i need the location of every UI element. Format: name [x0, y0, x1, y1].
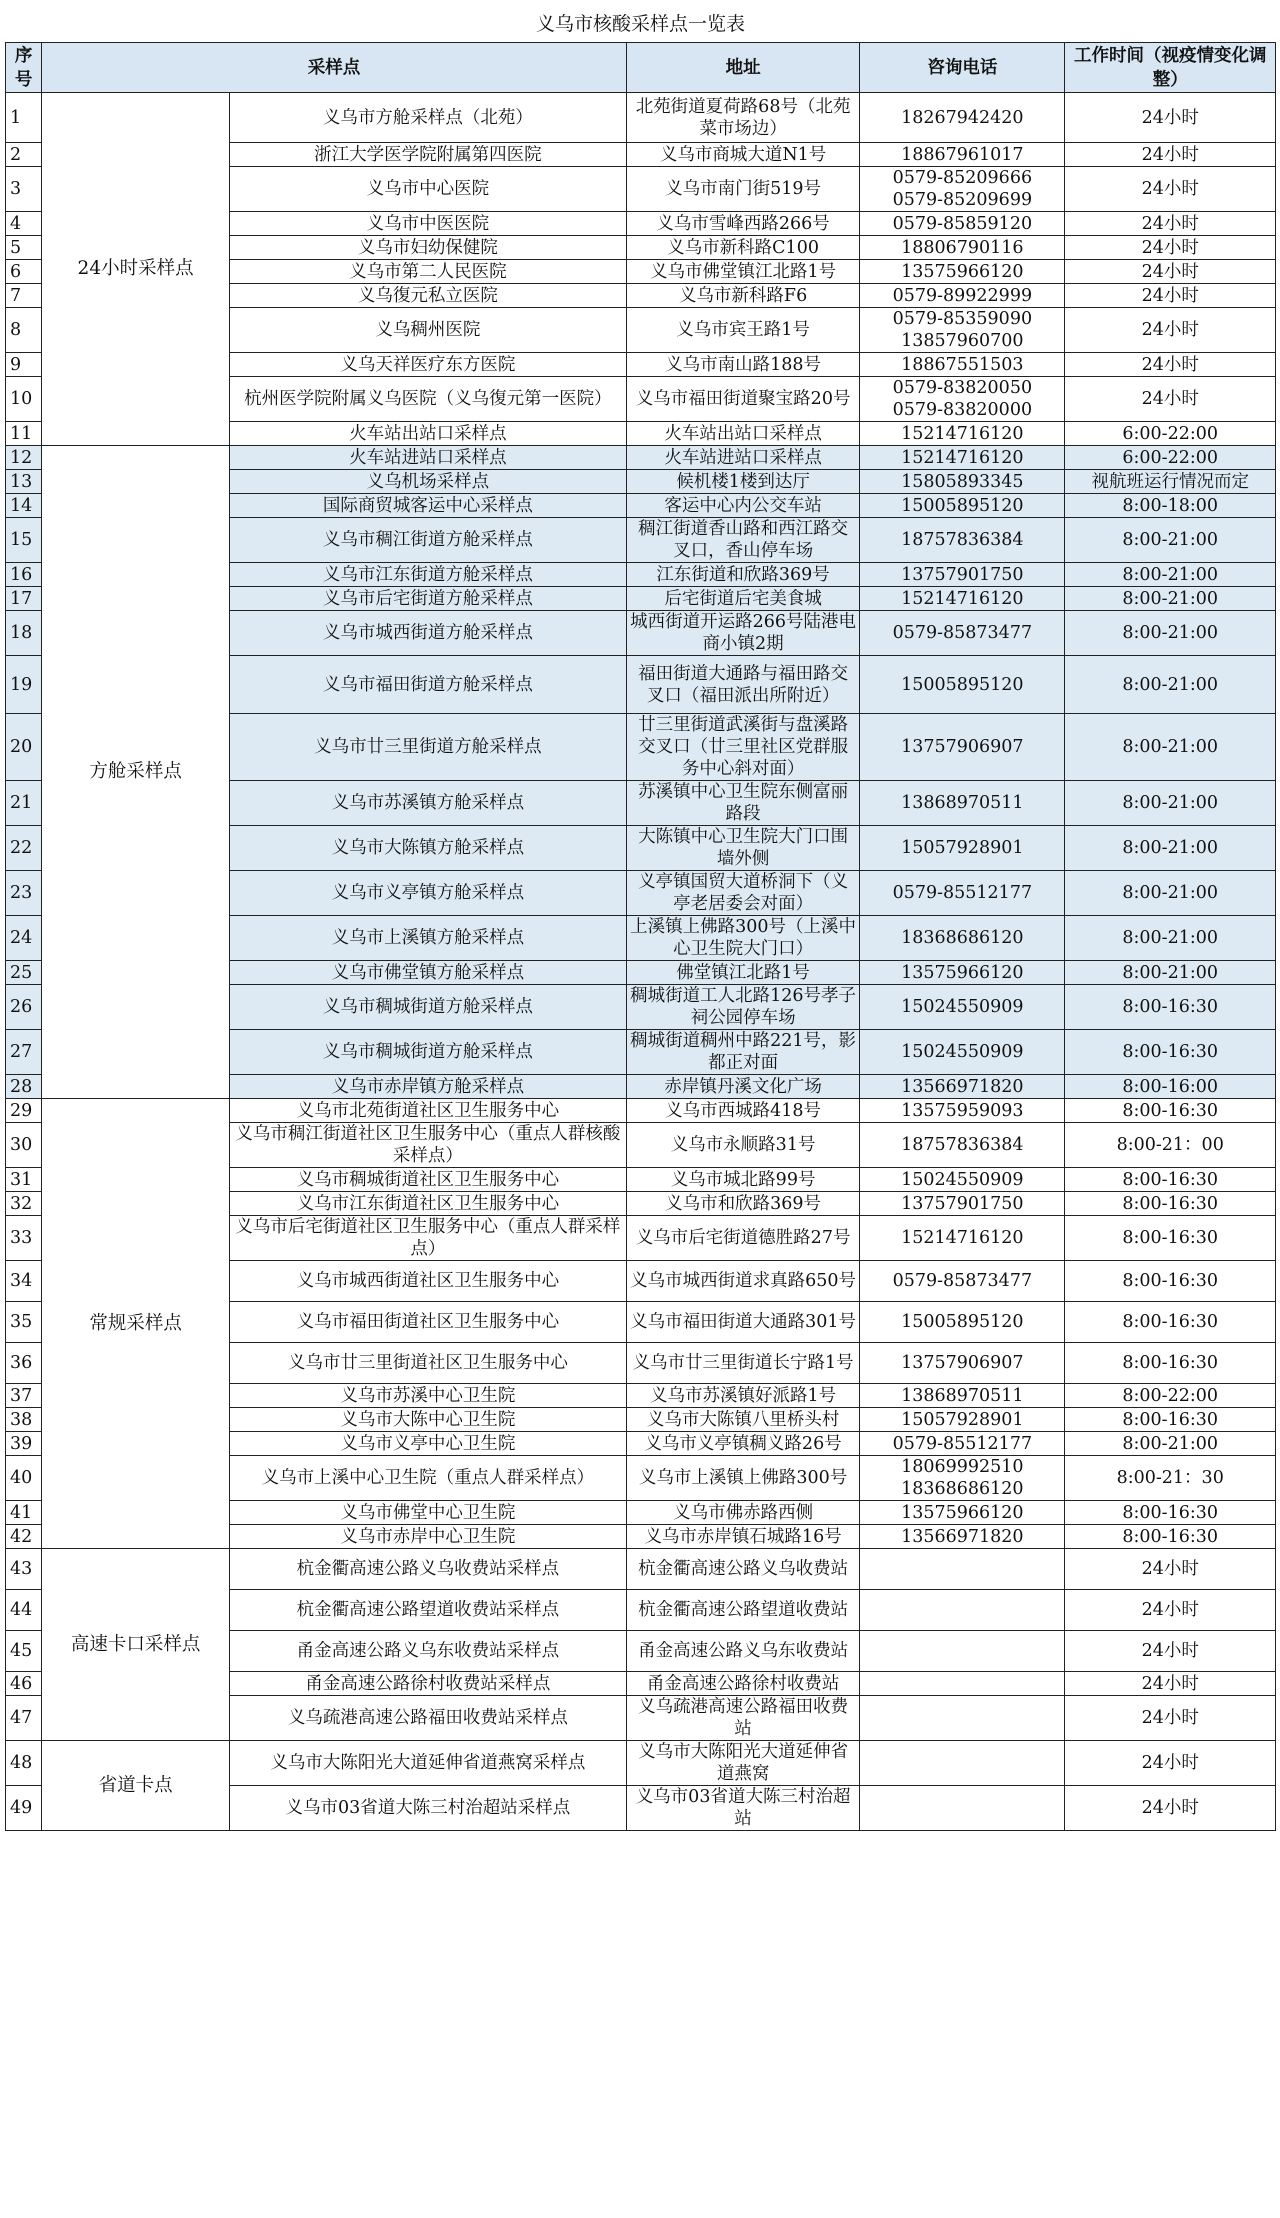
row-index: 10	[6, 377, 42, 422]
site-name: 义乌市城西街道方舱采样点	[229, 611, 626, 656]
table-row	[6, 1741, 1276, 1786]
row-index: 23	[6, 871, 42, 916]
site-phone: 13868970511	[860, 781, 1065, 826]
site-hours: 8:00-16:30	[1065, 1099, 1276, 1123]
site-hours: 8:00-21:00	[1065, 611, 1276, 656]
site-name: 义乌市上溪镇方舱采样点	[229, 916, 626, 961]
site-phone: 0579-85512177	[860, 871, 1065, 916]
site-hours: 视航班运行情况而定	[1065, 470, 1276, 494]
site-name: 义乌市江东街道方舱采样点	[229, 563, 626, 587]
site-name: 义乌市妇幼保健院	[229, 236, 626, 260]
site-hours: 8:00-16:30	[1065, 1343, 1276, 1384]
site-address: 义乌市佛堂镇江北路1号	[626, 260, 859, 284]
row-index: 16	[6, 563, 42, 587]
site-hours: 8:00-22:00	[1065, 1384, 1276, 1408]
site-name: 义乌市稠江街道社区卫生服务中心（重点人群核酸采样点）	[229, 1123, 626, 1168]
site-name: 义乌市大陈中心卫生院	[229, 1408, 626, 1432]
site-address: 义乌市雪峰西路266号	[626, 212, 859, 236]
sampling-sites-table	[5, 42, 1276, 1831]
site-address: 杭金衢高速公路义乌收费站	[626, 1549, 859, 1590]
header-phone: 咨询电话	[860, 43, 1065, 93]
site-phone	[860, 1631, 1065, 1672]
site-phone: 18069992510 18368686120	[860, 1456, 1065, 1501]
site-hours: 8:00-21:00	[1065, 916, 1276, 961]
site-hours: 8:00-21:00	[1065, 714, 1276, 781]
site-address: 稠城街道稠州中路221号，影都正对面	[626, 1030, 859, 1075]
site-name: 义乌市江东街道社区卫生服务中心	[229, 1192, 626, 1216]
site-name: 义乌市廿三里街道方舱采样点	[229, 714, 626, 781]
site-phone: 13566971820	[860, 1525, 1065, 1549]
site-name: 义乌市稠城街道社区卫生服务中心	[229, 1168, 626, 1192]
site-address: 火车站进站口采样点	[626, 446, 859, 470]
site-phone	[860, 1672, 1065, 1696]
site-hours: 24小时	[1065, 167, 1276, 212]
site-phone: 13566971820	[860, 1075, 1065, 1099]
site-name: 杭金衢高速公路望道收费站采样点	[229, 1590, 626, 1631]
site-address: 城西街道开运路266号陆港电商小镇2期	[626, 611, 859, 656]
site-address: 稠江街道香山路和西江路交叉口，香山停车场	[626, 518, 859, 563]
site-address: 甬金高速公路徐村收费站	[626, 1672, 859, 1696]
site-phone: 13575959093	[860, 1099, 1065, 1123]
site-phone: 15057928901	[860, 826, 1065, 871]
site-name: 义乌市03省道大陈三村治超站采样点	[229, 1786, 626, 1831]
site-name: 杭州医学院附属义乌医院（义乌復元第一医院）	[229, 377, 626, 422]
site-phone: 13575966120	[860, 260, 1065, 284]
site-address: 义乌市廿三里街道长宁路1号	[626, 1343, 859, 1384]
site-phone: 18757836384	[860, 518, 1065, 563]
site-hours: 8:00-21:00	[1065, 826, 1276, 871]
site-phone: 15024550909	[860, 1168, 1065, 1192]
site-hours: 8:00-16:30	[1065, 1501, 1276, 1525]
site-hours: 8:00-16:30	[1065, 1030, 1276, 1075]
header-row	[6, 43, 1276, 93]
site-address: 杭金衢高速公路望道收费站	[626, 1590, 859, 1631]
table-row	[6, 1099, 1276, 1123]
row-index: 6	[6, 260, 42, 284]
site-hours: 8:00-21:00	[1065, 781, 1276, 826]
site-name: 义乌市北苑街道社区卫生服务中心	[229, 1099, 626, 1123]
site-hours: 24小时	[1065, 260, 1276, 284]
row-index: 17	[6, 587, 42, 611]
row-index: 22	[6, 826, 42, 871]
site-name: 义乌市稠江街道方舱采样点	[229, 518, 626, 563]
row-index: 27	[6, 1030, 42, 1075]
site-hours: 8:00-16:00	[1065, 1075, 1276, 1099]
row-index: 5	[6, 236, 42, 260]
site-name: 甬金高速公路义乌东收费站采样点	[229, 1631, 626, 1672]
category-fangcang: 方舱采样点	[42, 446, 230, 1099]
site-address: 甬金高速公路义乌东收费站	[626, 1631, 859, 1672]
site-phone: 15214716120	[860, 446, 1065, 470]
site-address: 苏溪镇中心卫生院东侧富丽路段	[626, 781, 859, 826]
site-address: 义乌市福田街道聚宝路20号	[626, 377, 859, 422]
site-hours: 8:00-16:30	[1065, 1408, 1276, 1432]
table-row	[6, 446, 1276, 470]
row-index: 20	[6, 714, 42, 781]
site-name: 义乌市第二人民医院	[229, 260, 626, 284]
site-address: 义乌市03省道大陈三村治超站	[626, 1786, 859, 1831]
site-name: 火车站出站口采样点	[229, 422, 626, 446]
site-phone: 13757901750	[860, 563, 1065, 587]
site-hours: 24小时	[1065, 93, 1276, 143]
site-hours: 24小时	[1065, 236, 1276, 260]
site-phone: 0579-85859120	[860, 212, 1065, 236]
site-address: 义乌市苏溪镇好派路1号	[626, 1384, 859, 1408]
site-phone: 18267942420	[860, 93, 1065, 143]
row-index: 8	[6, 308, 42, 353]
site-address: 义乌市义亭镇稠义路26号	[626, 1432, 859, 1456]
row-index: 11	[6, 422, 42, 446]
site-address: 义乌市西城路418号	[626, 1099, 859, 1123]
site-name: 甬金高速公路徐村收费站采样点	[229, 1672, 626, 1696]
row-index: 43	[6, 1549, 42, 1590]
site-address: 义亭镇国贸大道桥洞下（义亭老居委会对面）	[626, 871, 859, 916]
site-phone: 0579-85209666 0579-85209699	[860, 167, 1065, 212]
site-address: 义乌市南门街519号	[626, 167, 859, 212]
site-name: 义乌市稠城街道方舱采样点	[229, 1030, 626, 1075]
site-phone: 15214716120	[860, 587, 1065, 611]
site-hours: 8:00-21:00	[1065, 518, 1276, 563]
row-index: 38	[6, 1408, 42, 1432]
site-name: 义乌市赤岸中心卫生院	[229, 1525, 626, 1549]
site-address: 火车站出站口采样点	[626, 422, 859, 446]
site-name: 杭金衢高速公路义乌收费站采样点	[229, 1549, 626, 1590]
site-phone: 0579-83820050 0579-83820000	[860, 377, 1065, 422]
site-address: 义乌市福田街道大通路301号	[626, 1302, 859, 1343]
header-site: 采样点	[42, 43, 627, 93]
site-hours: 6:00-22:00	[1065, 422, 1276, 446]
site-phone: 0579-85512177	[860, 1432, 1065, 1456]
site-name: 义乌復元私立医院	[229, 284, 626, 308]
site-name: 义乌市佛堂中心卫生院	[229, 1501, 626, 1525]
site-address: 义乌市南山路188号	[626, 353, 859, 377]
site-hours: 8:00-16:30	[1065, 1261, 1276, 1302]
site-phone: 18368686120	[860, 916, 1065, 961]
site-phone: 18757836384	[860, 1123, 1065, 1168]
site-phone: 15805893345	[860, 470, 1065, 494]
row-index: 12	[6, 446, 42, 470]
site-hours: 8:00-16:30	[1065, 1525, 1276, 1549]
site-phone	[860, 1549, 1065, 1590]
row-index: 42	[6, 1525, 42, 1549]
row-index: 32	[6, 1192, 42, 1216]
row-index: 2	[6, 143, 42, 167]
site-hours: 24小时	[1065, 377, 1276, 422]
site-phone: 18867961017	[860, 143, 1065, 167]
site-address: 义乌市新科路C100	[626, 236, 859, 260]
site-name: 义乌市赤岸镇方舱采样点	[229, 1075, 626, 1099]
site-name: 义乌市上溪中心卫生院（重点人群采样点）	[229, 1456, 626, 1501]
site-address: 义乌疏港高速公路福田收费站	[626, 1696, 859, 1741]
site-name: 义乌疏港高速公路福田收费站采样点	[229, 1696, 626, 1741]
site-phone: 15214716120	[860, 1216, 1065, 1261]
site-name: 义乌市大陈阳光大道延伸省道燕窝采样点	[229, 1741, 626, 1786]
site-phone	[860, 1696, 1065, 1741]
site-address: 义乌市上溪镇上佛路300号	[626, 1456, 859, 1501]
site-address: 客运中心内公交车站	[626, 494, 859, 518]
site-hours: 24小时	[1065, 353, 1276, 377]
row-index: 46	[6, 1672, 42, 1696]
site-name: 义乌市大陈镇方舱采样点	[229, 826, 626, 871]
header-index: 序号	[6, 43, 42, 93]
row-index: 47	[6, 1696, 42, 1741]
site-hours: 8:00-18:00	[1065, 494, 1276, 518]
site-hours: 8:00-16:30	[1065, 1216, 1276, 1261]
category-highway: 高速卡口采样点	[42, 1549, 230, 1741]
site-hours: 24小时	[1065, 284, 1276, 308]
site-phone	[860, 1741, 1065, 1786]
site-address: 义乌市佛赤路西侧	[626, 1501, 859, 1525]
site-name: 义乌市苏溪中心卫生院	[229, 1384, 626, 1408]
site-hours: 24小时	[1065, 1786, 1276, 1831]
category-24h: 24小时采样点	[42, 93, 230, 446]
site-name: 火车站进站口采样点	[229, 446, 626, 470]
site-address: 佛堂镇江北路1号	[626, 961, 859, 985]
site-phone: 18806790116	[860, 236, 1065, 260]
site-hours: 24小时	[1065, 1741, 1276, 1786]
site-phone: 13757906907	[860, 714, 1065, 781]
site-hours: 8:00-21:00	[1065, 1432, 1276, 1456]
site-phone	[860, 1590, 1065, 1631]
row-index: 13	[6, 470, 42, 494]
site-phone	[860, 1786, 1065, 1831]
site-address: 大陈镇中心卫生院大门口围墙外侧	[626, 826, 859, 871]
site-address: 义乌市新科路F6	[626, 284, 859, 308]
site-hours: 8:00-21:00	[1065, 587, 1276, 611]
site-name: 义乌市稠城街道方舱采样点	[229, 985, 626, 1030]
site-name: 义乌市福田街道方舱采样点	[229, 656, 626, 714]
row-index: 26	[6, 985, 42, 1030]
site-hours: 24小时	[1065, 212, 1276, 236]
site-hours: 8:00-21:00	[1065, 871, 1276, 916]
site-hours: 8:00-16:30	[1065, 1302, 1276, 1343]
table-row	[6, 1549, 1276, 1590]
site-hours: 8:00-16:30	[1065, 985, 1276, 1030]
site-phone: 0579-85873477	[860, 611, 1065, 656]
site-hours: 6:00-22:00	[1065, 446, 1276, 470]
site-hours: 8:00-21:00	[1065, 656, 1276, 714]
row-index: 45	[6, 1631, 42, 1672]
site-address: 后宅街道后宅美食城	[626, 587, 859, 611]
site-phone: 13868970511	[860, 1384, 1065, 1408]
site-hours: 8:00-16:30	[1065, 1168, 1276, 1192]
site-name: 义乌机场采样点	[229, 470, 626, 494]
site-name: 义乌稠州医院	[229, 308, 626, 353]
site-hours: 24小时	[1065, 308, 1276, 353]
site-phone: 13757901750	[860, 1192, 1065, 1216]
site-phone: 15005895120	[860, 494, 1065, 518]
site-name: 义乌市苏溪镇方舱采样点	[229, 781, 626, 826]
row-index: 41	[6, 1501, 42, 1525]
row-index: 30	[6, 1123, 42, 1168]
row-index: 14	[6, 494, 42, 518]
site-hours: 8:00-21：00	[1065, 1123, 1276, 1168]
page-title: 义乌市核酸采样点一览表	[535, 13, 745, 35]
row-index: 33	[6, 1216, 42, 1261]
site-address: 北苑街道夏荷路68号（北苑菜市场边）	[626, 93, 859, 143]
sheet	[5, 6, 1276, 1831]
site-hours: 8:00-16:30	[1065, 1192, 1276, 1216]
category-regular: 常规采样点	[42, 1099, 230, 1549]
site-name: 义乌市义亭中心卫生院	[229, 1432, 626, 1456]
site-hours: 8:00-21：30	[1065, 1456, 1276, 1501]
site-phone: 15057928901	[860, 1408, 1065, 1432]
header-hours: 工作时间（视疫情变化调整）	[1065, 43, 1276, 93]
site-name: 义乌市福田街道社区卫生服务中心	[229, 1302, 626, 1343]
site-address: 候机楼1楼到达厅	[626, 470, 859, 494]
site-address: 义乌市大陈阳光大道延伸省道燕窝	[626, 1741, 859, 1786]
row-index: 34	[6, 1261, 42, 1302]
site-address: 稠城街道工人北路126号孝子祠公园停车场	[626, 985, 859, 1030]
site-phone: 13575966120	[860, 961, 1065, 985]
site-name: 义乌市廿三里街道社区卫生服务中心	[229, 1343, 626, 1384]
site-address: 义乌市商城大道N1号	[626, 143, 859, 167]
site-hours: 8:00-21:00	[1065, 961, 1276, 985]
row-index: 36	[6, 1343, 42, 1384]
row-index: 40	[6, 1456, 42, 1501]
site-address: 江东街道和欣路369号	[626, 563, 859, 587]
site-address: 赤岸镇丹溪文化广场	[626, 1075, 859, 1099]
site-address: 义乌市和欣路369号	[626, 1192, 859, 1216]
site-name: 义乌市方舱采样点（北苑）	[229, 93, 626, 143]
site-name: 义乌市义亭镇方舱采样点	[229, 871, 626, 916]
row-index: 1	[6, 93, 42, 143]
site-name: 义乌天祥医疗东方医院	[229, 353, 626, 377]
row-index: 35	[6, 1302, 42, 1343]
site-phone: 0579-85359090 13857960700	[860, 308, 1065, 353]
row-index: 48	[6, 1741, 42, 1786]
table-row	[6, 93, 1276, 143]
row-index: 28	[6, 1075, 42, 1099]
site-name: 浙江大学医学院附属第四医院	[229, 143, 626, 167]
site-hours: 24小时	[1065, 1696, 1276, 1741]
row-index: 49	[6, 1786, 42, 1831]
site-phone: 13575966120	[860, 1501, 1065, 1525]
site-phone: 15005895120	[860, 1302, 1065, 1343]
site-hours: 24小时	[1065, 143, 1276, 167]
site-phone: 15214716120	[860, 422, 1065, 446]
site-hours: 24小时	[1065, 1590, 1276, 1631]
site-address: 义乌市大陈镇八里桥头村	[626, 1408, 859, 1432]
site-name: 义乌市后宅街道社区卫生服务中心（重点人群采样点）	[229, 1216, 626, 1261]
site-name: 义乌市中医医院	[229, 212, 626, 236]
site-address: 义乌市城西街道求真路650号	[626, 1261, 859, 1302]
site-address: 义乌市后宅街道德胜路27号	[626, 1216, 859, 1261]
row-index: 44	[6, 1590, 42, 1631]
site-hours: 8:00-21:00	[1065, 563, 1276, 587]
site-phone: 15005895120	[860, 656, 1065, 714]
row-index: 37	[6, 1384, 42, 1408]
site-phone: 0579-85873477	[860, 1261, 1065, 1302]
row-index: 29	[6, 1099, 42, 1123]
site-name: 义乌市佛堂镇方舱采样点	[229, 961, 626, 985]
row-index: 24	[6, 916, 42, 961]
site-address: 义乌市城北路99号	[626, 1168, 859, 1192]
row-index: 4	[6, 212, 42, 236]
row-index: 3	[6, 167, 42, 212]
category-provincial: 省道卡点	[42, 1741, 230, 1831]
row-index: 9	[6, 353, 42, 377]
row-index: 15	[6, 518, 42, 563]
row-index: 39	[6, 1432, 42, 1456]
row-index: 18	[6, 611, 42, 656]
site-address: 上溪镇上佛路300号（上溪中心卫生院大门口）	[626, 916, 859, 961]
site-name: 国际商贸城客运中心采样点	[229, 494, 626, 518]
row-index: 21	[6, 781, 42, 826]
site-hours: 24小时	[1065, 1549, 1276, 1590]
row-index: 31	[6, 1168, 42, 1192]
site-address: 福田街道大通路与福田路交叉口（福田派出所附近）	[626, 656, 859, 714]
site-address: 义乌市赤岸镇石城路16号	[626, 1525, 859, 1549]
site-phone: 0579-89922999	[860, 284, 1065, 308]
site-hours: 24小时	[1065, 1672, 1276, 1696]
site-address: 廿三里街道武溪街与盘溪路交叉口（廿三里社区党群服务中心斜对面）	[626, 714, 859, 781]
site-hours: 24小时	[1065, 1631, 1276, 1672]
site-phone: 18867551503	[860, 353, 1065, 377]
site-phone: 15024550909	[860, 985, 1065, 1030]
site-name: 义乌市中心医院	[229, 167, 626, 212]
row-index: 7	[6, 284, 42, 308]
header-address: 地址	[626, 43, 859, 93]
row-index: 19	[6, 656, 42, 714]
site-address: 义乌市宾王路1号	[626, 308, 859, 353]
site-name: 义乌市后宅街道方舱采样点	[229, 587, 626, 611]
site-phone: 13757906907	[860, 1343, 1065, 1384]
site-address: 义乌市永顺路31号	[626, 1123, 859, 1168]
site-phone: 15024550909	[860, 1030, 1065, 1075]
row-index: 25	[6, 961, 42, 985]
site-name: 义乌市城西街道社区卫生服务中心	[229, 1261, 626, 1302]
